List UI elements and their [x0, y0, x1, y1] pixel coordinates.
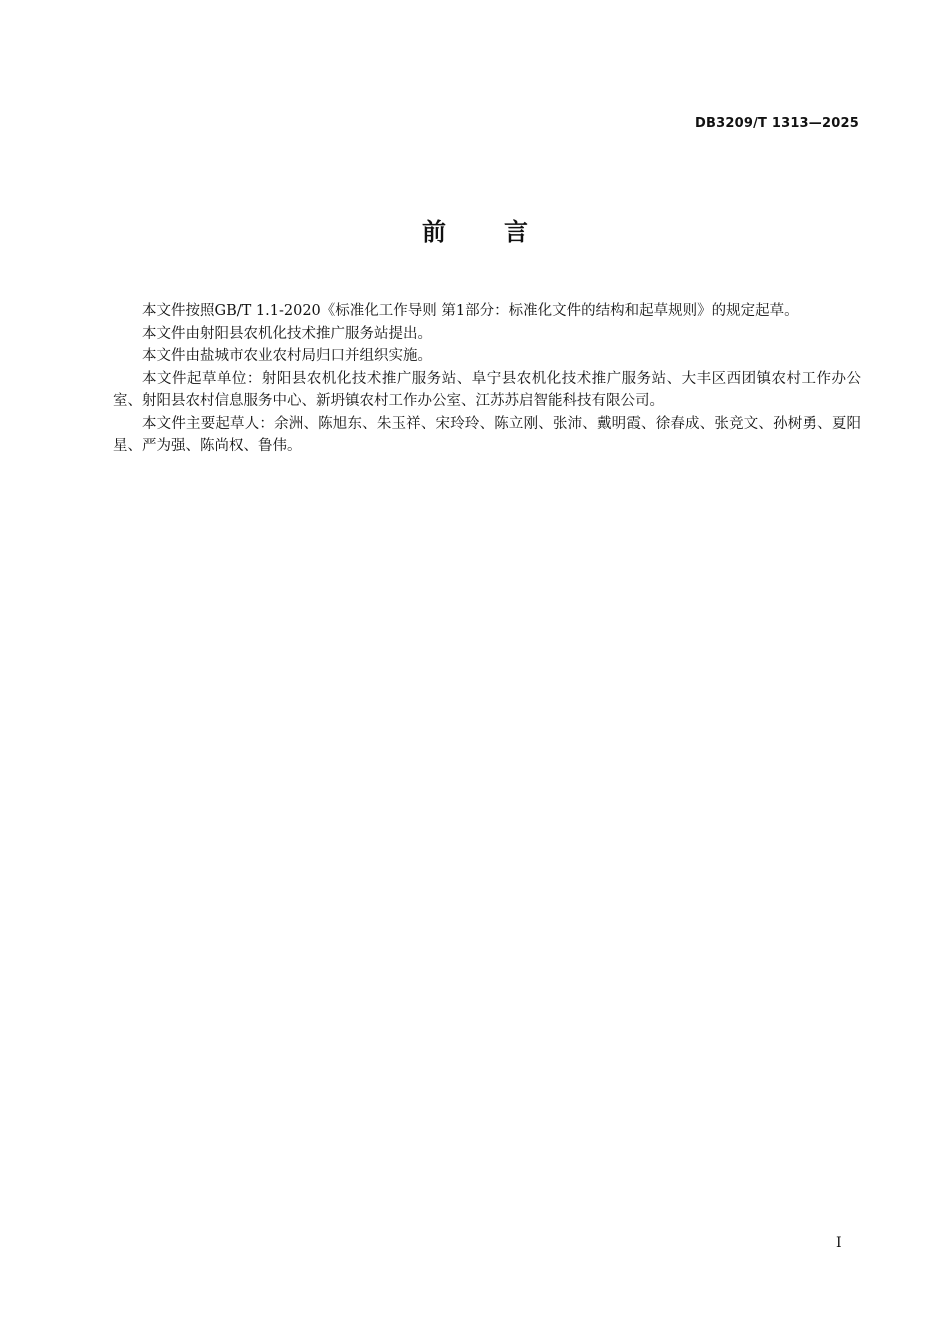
paragraph-drafting-rules: 本文件按照GB/T 1.1-2020《标准化工作导则 第1部分：标准化文件的结构和起草规则》的规定起草。: [142, 303, 799, 319]
paragraph-administrator: 本文件由盐城市农业农村局归口并组织实施。: [142, 348, 432, 364]
section-title: 前言: [422, 218, 586, 246]
paragraph-drafting-units: 本文件起草单位：射阳县农机化技术推广服务站、阜宁县农机化技术推广服务站、大丰区西团镇农村工作办公室、射阳县农村信息服务中心、新坍镇农村工作办公室、江苏苏启智能科技有限公司。: [113, 370, 861, 409]
paragraph-drafters: 本文件主要起草人：余洲、陈旭东、朱玉祥、宋玲玲、陈立刚、张沛、戴明霞、徐春成、张竞文、孙树勇、夏阳星、严为强、陈尚权、鲁伟。: [113, 415, 861, 454]
paragraph-proposer: 本文件由射阳县农机化技术推广服务站提出。: [142, 325, 432, 342]
foreword-body: [113, 300, 861, 458]
document-number: DB3209/T 1313—2025: [695, 116, 859, 131]
page-number: I: [836, 1235, 842, 1251]
